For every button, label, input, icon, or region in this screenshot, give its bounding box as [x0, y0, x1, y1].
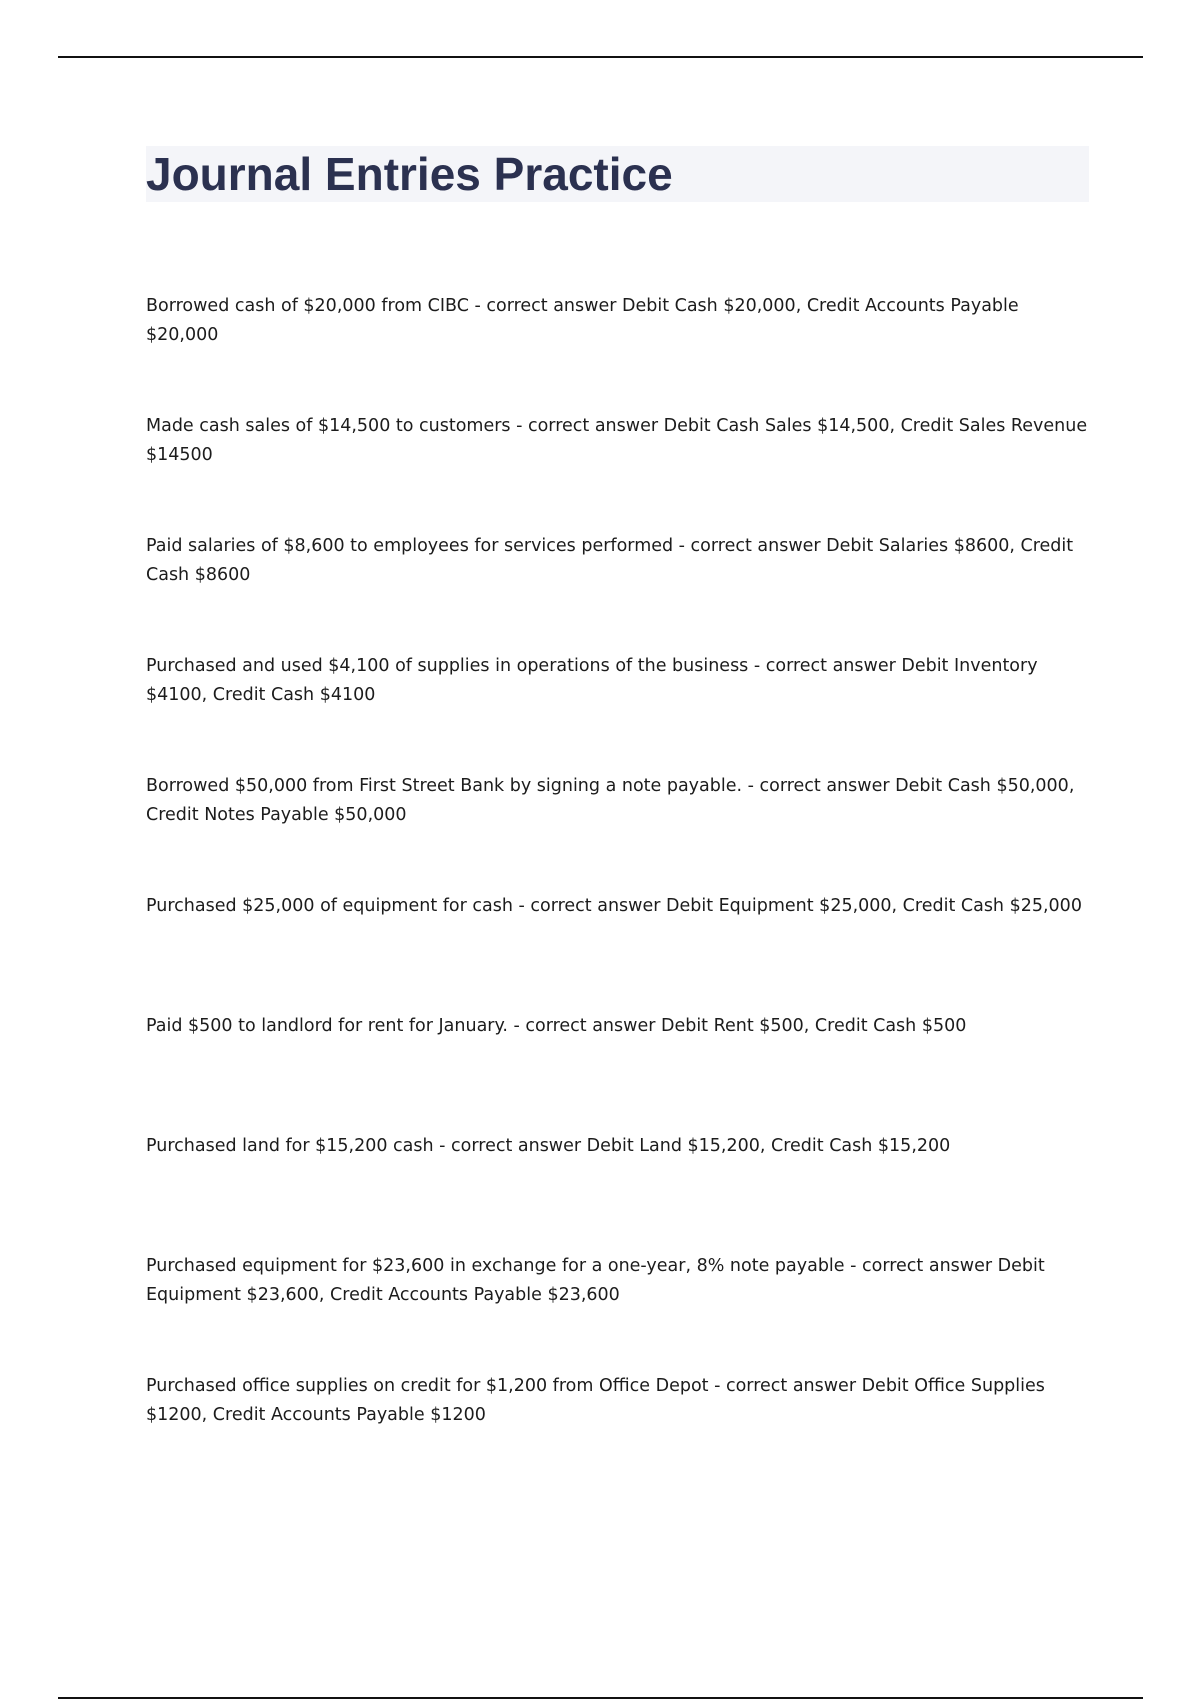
entry-2: Made cash sales of $14,500 to customers - correct answer Debit Cash Sales $14,500, Credit Sales Revenue $14500	[146, 416, 1088, 465]
entry-1: Borrowed cash of $20,000 from CIBC - correct answer Debit Cash $20,000, Credit Accounts Payable $20,000	[146, 296, 1019, 345]
entry-4: Purchased and used $4,100 of supplies in operations of the business - correct answer Debit Inventory $4100, Credit Cash $4100	[146, 656, 1038, 705]
entries-list	[146, 292, 1096, 1492]
page-title: Journal Entries Practice	[146, 148, 673, 200]
top-divider	[58, 56, 1143, 58]
bottom-divider	[58, 1697, 1143, 1699]
entry-7: Paid $500 to landlord for rent for January. - correct answer Debit Rent $500, Credit Cash $500	[146, 1016, 967, 1036]
entry-3: Paid salaries of $8,600 to employees for services performed - correct answer Debit Salaries $8600, Credit Cash $8600	[146, 536, 1074, 585]
title-banner	[146, 146, 1089, 202]
entry-10: Purchased office supplies on credit for $1,200 from Office Depot - correct answer Debit Office Supplies $1200, Credit Accounts Payable $1200	[146, 1376, 1045, 1425]
entry-6: Purchased $25,000 of equipment for cash - correct answer Debit Equipment $25,000, Credit Cash $25,000	[146, 896, 1082, 916]
entry-5: Borrowed $50,000 from First Street Bank by signing a note payable. - correct answer Debit Cash $50,000, Credit Notes Payable $50,000	[146, 776, 1075, 825]
entry-8: Purchased land for $15,200 cash - correct answer Debit Land $15,200, Credit Cash $15,200	[146, 1136, 951, 1156]
entry-9: Purchased equipment for $23,600 in exchange for a one-year, 8% note payable - correct answer Debit Equipment $23,600, Credit Accounts Payable $23,600	[146, 1256, 1045, 1305]
